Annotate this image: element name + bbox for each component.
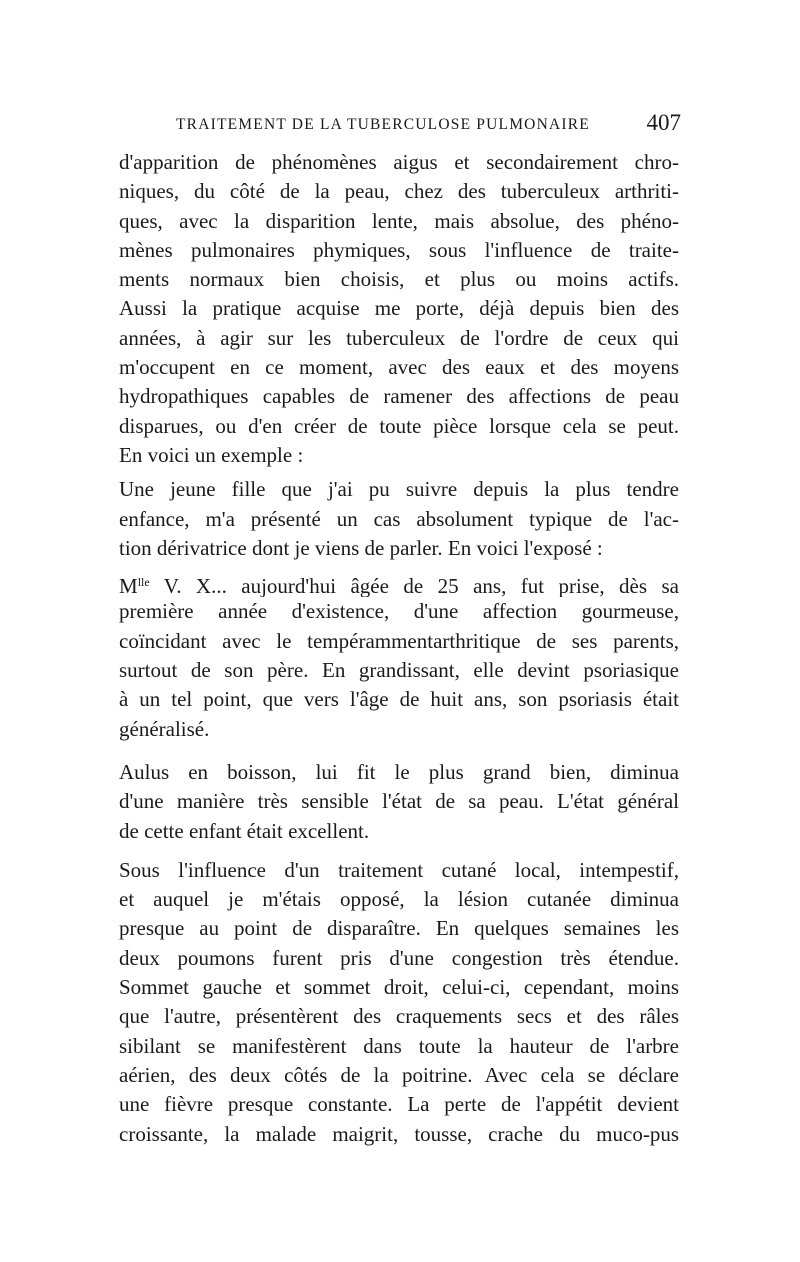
text-line: enfance, m'a présenté un cas absolument typique de l'ac- bbox=[119, 506, 679, 531]
text-line: de cette enfant était excellent. bbox=[119, 818, 370, 843]
text-line: d'apparition de phénomènes aigus et secondairement chro- bbox=[119, 150, 679, 174]
text-line: V. X... aujourd'hui âgée de 25 ans, fut prise, dès sa bbox=[149, 574, 679, 598]
running-title: TRAITEMENT DE LA TUBERCULOSE PULMONAIRE bbox=[176, 116, 590, 133]
text-line: disparues, ou d'en créer de toute pièce lorsque cela se peut. bbox=[119, 413, 679, 438]
text-line: aérien, des deux côtés de la poitrine. Avec cela se déclare bbox=[119, 1062, 679, 1087]
paragraph-2 bbox=[119, 475, 679, 563]
text-line: à un tel point, que vers l'âge de huit ans, son psoriasis était bbox=[119, 687, 679, 712]
text-line: d'une manière très sensible l'état de sa peau. L'état général bbox=[119, 789, 679, 814]
paragraph-3 bbox=[119, 568, 679, 744]
text-line: ques, avec la disparition lente, mais absolue, des phéno- bbox=[119, 208, 679, 233]
text-line: m'occupent en ce moment, avec des eaux et des moyens bbox=[119, 355, 679, 380]
text-line: Aulus en boisson, lui fit le plus grand bien, diminua bbox=[119, 759, 679, 784]
text-line: presque au point de disparaître. En quelques semaines les bbox=[119, 916, 679, 941]
text-line: Une jeune fille que j'ai pu suivre depuis la plus tendre bbox=[119, 477, 679, 502]
text-line: Sommet gauche et sommet droit, celui-ci, cependant, moins bbox=[119, 975, 679, 1000]
text-line: En voici un exemple : bbox=[119, 442, 304, 467]
text-line: mènes pulmonaires phymiques, sous l'influence de traite- bbox=[119, 237, 679, 262]
text-line: une fièvre presque constante. La perte de l'appétit devient bbox=[119, 1092, 679, 1117]
text-line: généralisé. bbox=[119, 716, 210, 741]
text-line: première année d'existence, d'une affection gourmeuse, bbox=[119, 599, 679, 624]
paragraph-5 bbox=[119, 856, 679, 1149]
text-line: ments normaux bien choisis, et plus ou moins actifs. bbox=[119, 267, 679, 292]
paragraph-4 bbox=[119, 758, 679, 846]
text-line: deux poumons furent pris d'une congestion très étendue. bbox=[119, 945, 679, 970]
book-page bbox=[119, 110, 679, 1149]
text-line: tion dérivatrice dont je viens de parler. En voici l'exposé : bbox=[119, 535, 603, 560]
text-line: et auquel je m'étais opposé, la lésion cutanée diminua bbox=[119, 887, 679, 912]
text-line: Sous l'influence d'un traitement cutané local, intempestif, bbox=[119, 857, 679, 882]
text-line: surtout de son père. En grandissant, elle devint psoriasique bbox=[119, 658, 679, 683]
salutation: M bbox=[119, 574, 138, 598]
page-number: 407 bbox=[646, 110, 681, 135]
running-head bbox=[119, 110, 679, 144]
text-line: que l'autre, présentèrent des craquements secs et des râles bbox=[119, 1004, 679, 1029]
text-line: croissante, la malade maigrit, tousse, crache du muco-pus bbox=[119, 1121, 679, 1146]
paragraph-1 bbox=[119, 148, 679, 470]
text-line: Aussi la pratique acquise me porte, déjà depuis bien des bbox=[119, 296, 679, 321]
text-line: hydropathiques capables de ramener des affections de peau bbox=[119, 384, 679, 409]
salutation-superscript: lle bbox=[137, 575, 150, 590]
text-line-with-salutation bbox=[119, 568, 679, 597]
text-line: coïncidant avec le tempérammentarthritique de ses parents, bbox=[119, 628, 679, 653]
text-line: niques, du côté de la peau, chez des tuberculeux arthriti- bbox=[119, 179, 679, 204]
text-line: années, à agir sur les tuberculeux de l'ordre de ceux qui bbox=[119, 325, 679, 350]
text-line: sibilant se manifestèrent dans toute la hauteur de l'arbre bbox=[119, 1033, 679, 1058]
